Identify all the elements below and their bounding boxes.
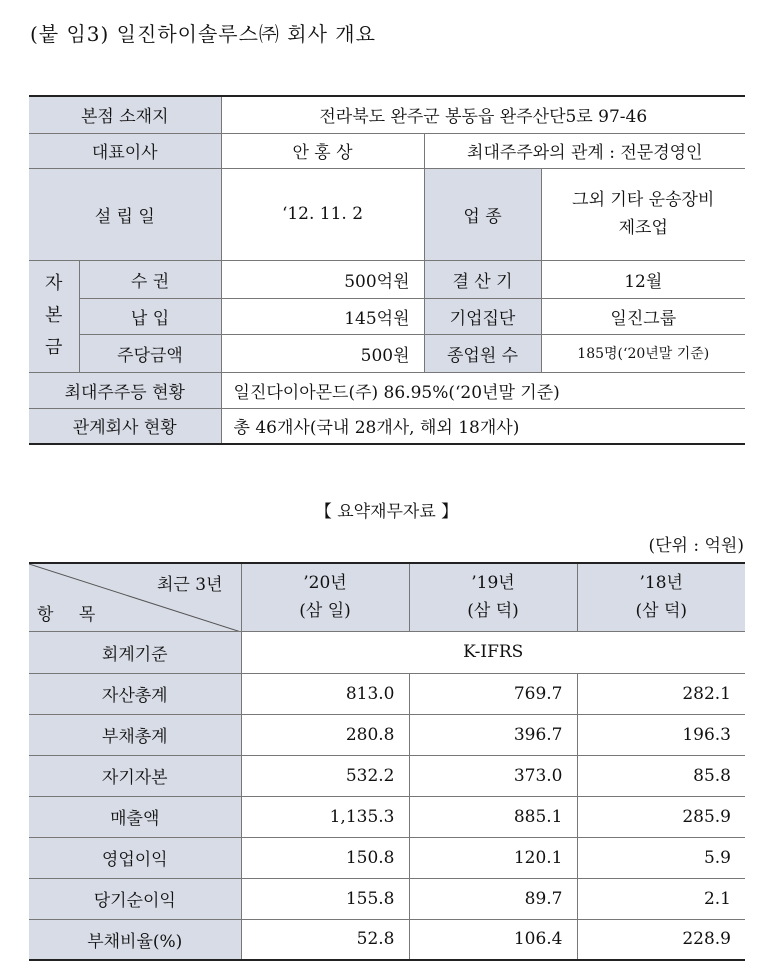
value-2020: 280.8 — [241, 714, 409, 755]
header-auditor: (삼 덕) — [635, 601, 687, 622]
financials-header-row — [29, 563, 745, 631]
table-row — [29, 837, 745, 878]
hq-label: 본점 소재지 — [29, 96, 221, 133]
header-corner-top: 최근 3년 — [157, 575, 223, 595]
paid-label: 납 입 — [79, 298, 221, 334]
capital-label — [29, 260, 79, 372]
company-overview-table — [29, 95, 745, 445]
founded-value: ‘12. 11. 2 — [221, 168, 424, 260]
authorized-value: 500억원 — [221, 260, 424, 298]
financials-subtitle: 【 요약재무자료 】 — [314, 502, 459, 522]
value-2019: 769.7 — [409, 673, 577, 714]
row-label: 매출액 — [29, 796, 241, 837]
capital-label-char-2: 본 — [45, 305, 63, 326]
industry-value-line-1: 그외 기타 운송장비 — [572, 190, 715, 210]
row-par — [29, 334, 745, 372]
ceo-label: 대표이사 — [29, 133, 221, 168]
header-year: ’19년 — [471, 573, 515, 594]
table-row — [29, 755, 745, 796]
industry-label: 업 종 — [424, 168, 541, 260]
row-accounting-standard — [29, 631, 745, 673]
row-founded — [29, 168, 745, 260]
row-ceo — [29, 133, 745, 168]
table-row — [29, 714, 745, 755]
employees-value: 185명(‘20년말 기준) — [541, 334, 745, 372]
row-label: 부채총계 — [29, 714, 241, 755]
financials-unit: (단위 : 억원) — [648, 536, 744, 556]
value-2020: 1,135.3 — [241, 796, 409, 837]
value-2018: 85.8 — [577, 755, 745, 796]
standard-label: 회계기준 — [29, 631, 241, 673]
header-corner-bottom: 항 목 — [37, 605, 106, 625]
value-2018: 285.9 — [577, 796, 745, 837]
header-year-2018 — [577, 563, 745, 631]
row-label: 영업이익 — [29, 837, 241, 878]
par-label: 주당금액 — [79, 334, 221, 372]
header-year-2019 — [409, 563, 577, 631]
relation-value: 최대주주와의 관계 : 전문경영인 — [424, 133, 745, 168]
affiliates-value: 총 46개사(국내 28개사, 해외 18개사) — [221, 408, 745, 444]
industry-value — [541, 168, 745, 260]
value-2020: 150.8 — [241, 837, 409, 878]
row-label: 부채비율(%) — [29, 919, 241, 960]
financial-summary-table — [29, 562, 745, 961]
header-year: ’18년 — [639, 573, 683, 594]
major-label: 최대주주등 현황 — [29, 372, 221, 408]
founded-label: 설 립 일 — [29, 168, 221, 260]
row-paid — [29, 298, 745, 334]
value-2020: 532.2 — [241, 755, 409, 796]
group-value: 일진그룹 — [541, 298, 745, 334]
table-row — [29, 878, 745, 919]
affiliates-label: 관계회사 현황 — [29, 408, 221, 444]
value-2020: 813.0 — [241, 673, 409, 714]
value-2020: 155.8 — [241, 878, 409, 919]
value-2018: 228.9 — [577, 919, 745, 960]
value-2020: 52.8 — [241, 919, 409, 960]
major-value: 일진다이아몬드(주) 86.95%(‘20년말 기준) — [221, 372, 745, 408]
hq-value: 전라북도 완주군 봉동읍 완주산단5로 97-46 — [221, 96, 745, 133]
row-label: 자산총계 — [29, 673, 241, 714]
ceo-value: 안 홍 상 — [221, 133, 424, 168]
value-2019: 120.1 — [409, 837, 577, 878]
standard-value: K-IFRS — [241, 631, 745, 673]
table-row — [29, 919, 745, 960]
table-row — [29, 673, 745, 714]
header-corner-cell — [29, 563, 241, 631]
table-row — [29, 796, 745, 837]
authorized-label: 수 권 — [79, 260, 221, 298]
value-2019: 106.4 — [409, 919, 577, 960]
industry-value-line-2: 제조업 — [618, 218, 668, 238]
row-major-shareholder — [29, 372, 745, 408]
value-2018: 5.9 — [577, 837, 745, 878]
header-year-2020 — [241, 563, 409, 631]
row-label: 자기자본 — [29, 755, 241, 796]
fiscal-label: 결 산 기 — [424, 260, 541, 298]
capital-label-char-3: 금 — [45, 337, 63, 358]
value-2018: 282.1 — [577, 673, 745, 714]
fiscal-value: 12월 — [541, 260, 745, 298]
header-year: ’20년 — [303, 573, 347, 594]
value-2018: 196.3 — [577, 714, 745, 755]
row-affiliates — [29, 408, 745, 444]
value-2019: 373.0 — [409, 755, 577, 796]
par-value: 500원 — [221, 334, 424, 372]
value-2019: 396.7 — [409, 714, 577, 755]
page-title: (붙 임3) 일진하이솔루스㈜ 회사 개요 — [30, 22, 376, 46]
paid-value: 145억원 — [221, 298, 424, 334]
row-authorized — [29, 260, 745, 298]
header-auditor: (삼 일) — [299, 601, 351, 622]
group-label: 기업집단 — [424, 298, 541, 334]
employees-label: 종업원 수 — [424, 334, 541, 372]
capital-label-char-1: 자 — [45, 273, 63, 294]
row-label: 당기순이익 — [29, 878, 241, 919]
value-2018: 2.1 — [577, 878, 745, 919]
header-auditor: (삼 덕) — [467, 601, 519, 622]
value-2019: 885.1 — [409, 796, 577, 837]
row-headquarters — [29, 96, 745, 133]
value-2019: 89.7 — [409, 878, 577, 919]
